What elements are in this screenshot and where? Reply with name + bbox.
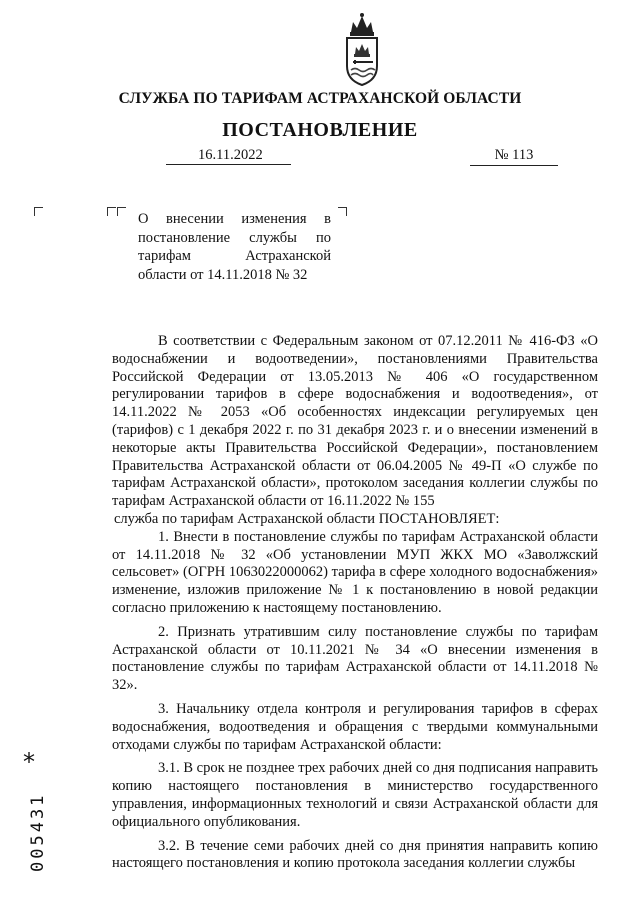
item-3-2: 3.2. В течение семи рабочих дней со дня принятия направить копию настоящего постановления и копию протокола заседания коллегии службы bbox=[112, 837, 598, 872]
coat-of-arms-icon bbox=[333, 10, 391, 88]
item-3-1: 3.1. В срок не позднее трех рабочих дней со дня подписания направить копию настоящего постановления в министерство государственного управления, информационных технологий и связи Астраханской области для официального опубликования. bbox=[112, 760, 599, 830]
document-number: № 113 bbox=[470, 145, 558, 166]
document-body bbox=[112, 333, 598, 873]
serial-number: 005431 bbox=[28, 792, 48, 872]
corner-mark bbox=[34, 207, 43, 216]
agency-name: СЛУЖБА ПО ТАРИФАМ АСТРАХАНСКОЙ ОБЛАСТИ bbox=[118, 90, 522, 107]
document-date: 16.11.2022 bbox=[166, 145, 291, 165]
stamp-star-mark: * bbox=[23, 748, 35, 776]
item-1: 1. Внести в постановление службы по тарифам Астраханской области от 14.11.2018 № 32 «Об установлении МУП ЖКХ МО «Заволжский сельсовет» (ОГРН 1063022000062) тарифа в сфере холодного водоснабжения» изменение, изложив приложение № 1 к постановлению в новой редакции согласно приложению к настоящему постановлению. bbox=[112, 528, 598, 616]
document-subject bbox=[138, 210, 331, 284]
subject-line: постановление службы по bbox=[138, 229, 331, 246]
subject-line: О внесении изменения в bbox=[138, 211, 331, 227]
corner-mark bbox=[338, 207, 347, 216]
item-3: 3. Начальнику отдела контроля и регулирования тарифов в сферах водоснабжения, водоотведения и обращения с твердыми коммунальными отходами службы по тарифам Астраханской области: bbox=[112, 700, 598, 753]
corner-mark bbox=[107, 207, 116, 216]
serial-stamp bbox=[18, 752, 52, 872]
resolves-line: служба по тарифам Астраханской области ПОСТАНОВЛЯЕТ: bbox=[114, 510, 500, 527]
corner-mark bbox=[117, 207, 126, 216]
preamble-paragraph: В соответствии с Федеральным законом от 07.12.2011 № 416-ФЗ «О водоснабжении и водоотведении», постановлениями Правительства Российской Федерации от 13.05.2013 № 406 «О государственном регулировании тарифов в сфере водоснабжения и водоотведения», от 14.11.2022 № 2053 «Об особенностях индексации регулируемых цен (тарифов) с 1 декабря 2022 г. по 31 декабря 2023 г. и о внесении изменений в некоторые акты Правительства Российской Федерации», постановлением Правительства Астраханской области от 06.04.2005 № 49-П «О службе по тарифам Астраханской области», протоколом заседания коллегии службы по тарифам Астраханской области от 16.11.2022 № 155 bbox=[112, 333, 598, 510]
document-type: ПОСТАНОВЛЕНИЕ bbox=[222, 119, 418, 141]
subject-line: тарифам Астраханской bbox=[138, 248, 331, 264]
subject-line: области от 14.11.2018 № 32 bbox=[138, 266, 308, 283]
item-2: 2. Признать утратившим силу постановление службы по тарифам Астраханской области от 10.11.2021 № 34 «О внесении изменения в постановление службы по тарифам Астраханской области от 14.11.2018 № 32». bbox=[112, 623, 598, 694]
